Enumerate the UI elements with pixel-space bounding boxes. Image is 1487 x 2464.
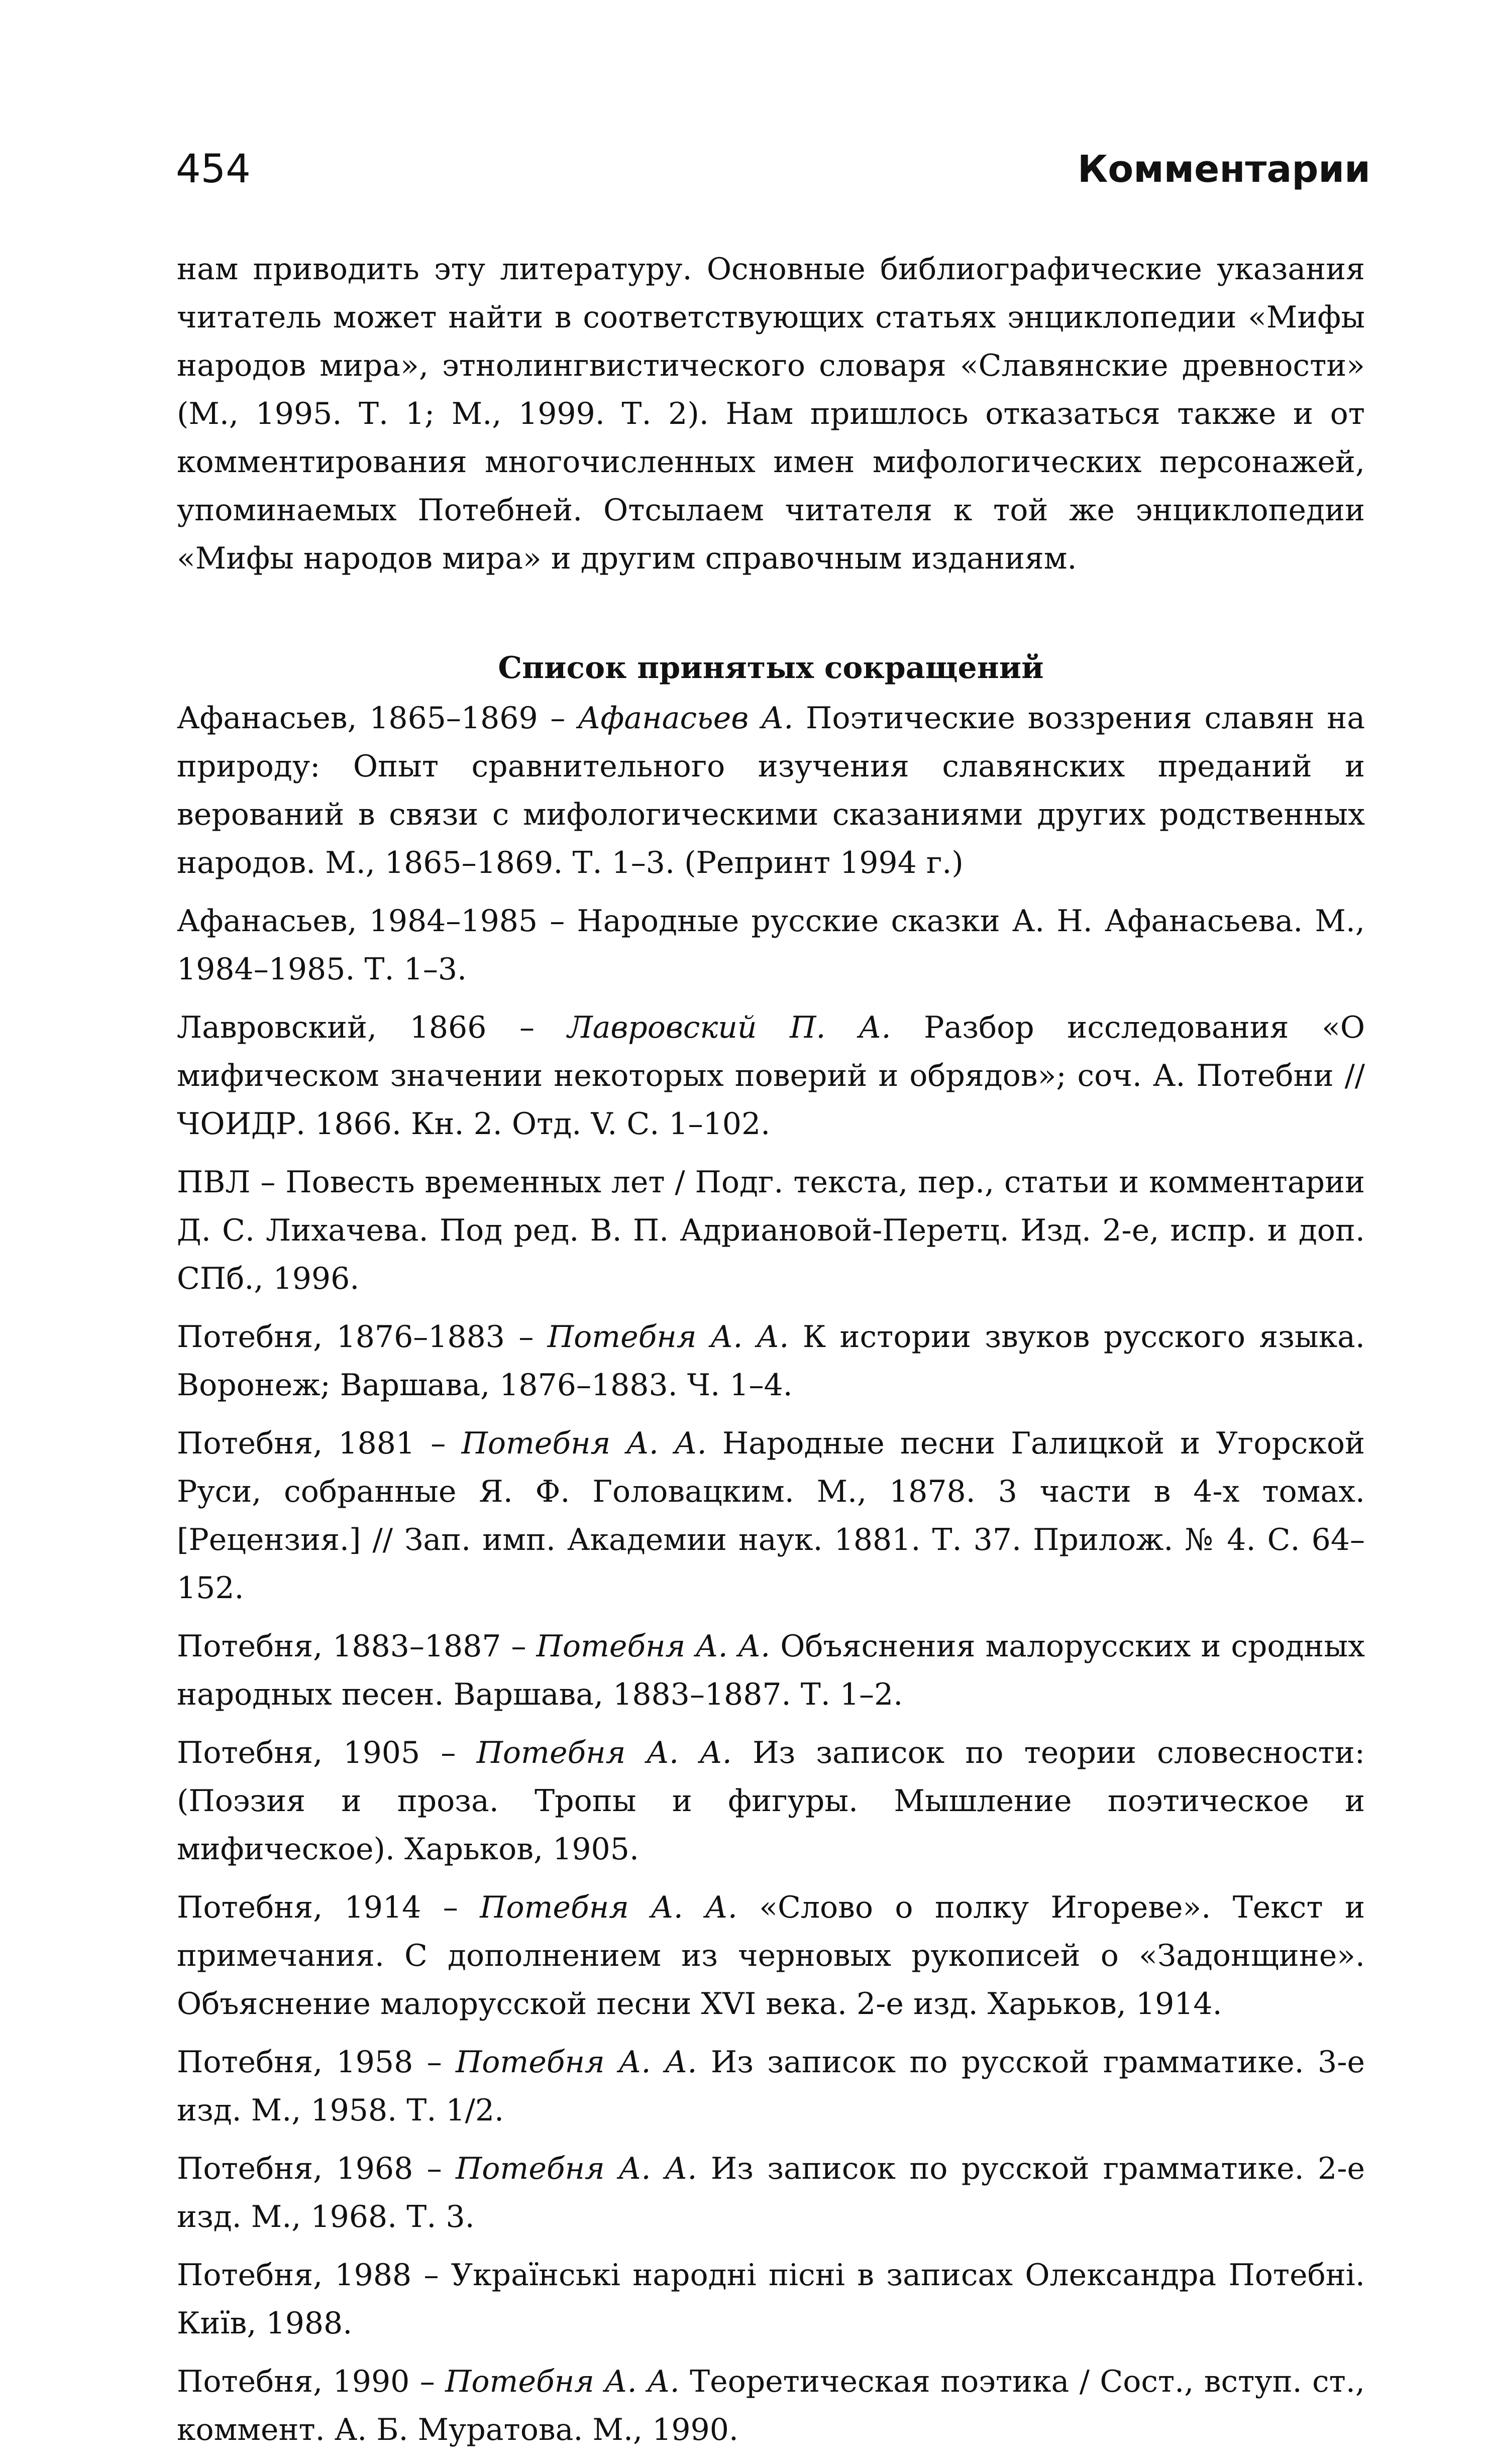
bibliography-entry <box>177 1883 1365 2028</box>
entry-author: Потебня А. А. <box>476 1735 732 1770</box>
entry-author: Потебня А. А. <box>536 1629 771 1664</box>
entry-key: Потебня, 1990 – <box>177 2364 446 2399</box>
entry-author: Потебня А. А. <box>455 2045 697 2080</box>
bibliography-entry <box>177 897 1365 993</box>
entry-text: К истории звуков русского языка. Воронеж; Варшава, 1876–1883. Ч. 1–4. <box>177 1319 1365 1403</box>
bibliography-entry <box>177 1729 1365 1873</box>
entry-key: Потебня, 1914 – <box>177 1890 480 1925</box>
entry-text: Объяснения малорусских и сродных народных песен. Варшава, 1883–1887. Т. 1–2. <box>177 1629 1365 1712</box>
page-body <box>177 245 1365 2464</box>
bibliography-entry <box>177 1419 1365 1612</box>
entry-key: Афанасьев, 1865–1869 – <box>177 701 578 736</box>
entry-key: Потебня, 1905 – <box>177 1735 477 1770</box>
entry-author: Потебня А. А. <box>455 2151 697 2186</box>
bibliography-entry <box>177 2358 1365 2454</box>
entry-text: Українські народні пісні в записах Олександра Потебні. Київ, 1988. <box>177 2258 1365 2341</box>
entry-author: Афанасьев А. <box>577 701 794 736</box>
intro-paragraph: нам приводить эту литературу. Основные библиографические указания читатель может найти в соответствующих статьях энциклопедии «Мифы народов мира», этнолингвистического словаря «Славянские древности» (М., 1995. Т. 1; М., 1999. Т. 2). Нам пришлось отказаться также и от комментирования многочисленных имен мифологических персонажей, упоминаемых Потебней. Отсылаем читателя к той же энциклопедии «Мифы народов мира» и другим справочным изданиям. <box>177 252 1365 576</box>
entry-key: Потебня, 1876–1883 – <box>177 1319 548 1355</box>
entry-author: Потебня А. А. <box>461 1426 707 1461</box>
entry-author: Потебня А. А. <box>445 2364 680 2399</box>
entry-text: Народные песни Галицкой и Угорской Руси, собранные Я. Ф. Головацким. М., 1878. 3 части в 4-х томах. [Рецензия.] // Зап. имп. Академии наук. 1881. Т. 37. Прилож. № 4. С. 64–152. <box>177 1426 1365 1606</box>
bibliography-entry <box>177 2038 1365 2135</box>
bibliography-entry <box>177 1003 1365 1148</box>
running-head: Комментарии <box>1077 148 1370 191</box>
entry-text: Разбор исследования «О мифическом значении некоторых поверий и обрядов»; соч. А. Потебни // ЧОИДР. 1866. Кн. 2. Отд. V. С. 1–102. <box>177 1010 1365 1142</box>
entry-text: «Слово о полку Игореве». Текст и примечания. С дополнением из черновых рукописей о «Задонщине». Объяснение малорусской песни XVI века. 2-е изд. Харьков, 1914. <box>177 1890 1365 2022</box>
page-header <box>176 142 1370 197</box>
entry-text: Народные русские сказки А. Н. Афанасьева. М., 1984–1985. Т. 1–3. <box>177 904 1365 987</box>
entry-text: Поэтические воззрения славян на природу: Опыт сравнительного изучения славянских преданий и верований в связи с мифологическими сказаниями других родственных народов. М., 1865–1869. Т. 1–3. (Репринт 1994 г.) <box>177 701 1365 880</box>
entry-author: Потебня А. А. <box>480 1890 737 1925</box>
entry-text: Из записок по русской грамматике. 3-е изд. М., 1958. Т. 1/2. <box>177 2045 1365 2128</box>
abbreviation-list <box>177 694 1365 2454</box>
bibliography-entry <box>177 1313 1365 1409</box>
page-number: 454 <box>176 147 251 192</box>
entry-key: ПВЛ – <box>177 1165 286 1200</box>
entry-key: Потебня, 1883–1887 – <box>177 1629 537 1664</box>
section-title: Список принятых сокращений <box>498 650 1044 686</box>
entry-author: Лавровский П. А. <box>567 1010 891 1045</box>
entry-key: Потебня, 1881 – <box>177 1426 462 1461</box>
entry-key: Потебня, 1958 – <box>177 2045 456 2080</box>
bibliography-entry <box>177 694 1365 887</box>
entry-key: Потебня, 1968 – <box>177 2151 456 2186</box>
entry-key: Афанасьев, 1984–1985 – <box>177 904 577 939</box>
entry-key: Потебня, 1988 – <box>177 2258 451 2293</box>
bibliography-entry <box>177 1158 1365 1303</box>
entry-author: Потебня А. А. <box>547 1319 789 1355</box>
bibliography-entry <box>177 1622 1365 1719</box>
entry-text: Теоретическая поэтика / Сост., вступ. ст., коммент. А. Б. Муратова. М., 1990. <box>177 2364 1365 2447</box>
entry-text: Из записок по русской грамматике. 2-е изд. М., 1968. Т. 3. <box>177 2151 1365 2234</box>
bibliography-entry <box>177 2145 1365 2241</box>
entry-text: Повесть временных лет / Подг. текста, пер., статьи и комментарии Д. С. Лихачева. Под ред. В. П. Адриановой-Перетц. Изд. 2-е, испр. и доп. СПб., 1996. <box>177 1165 1365 1296</box>
entry-key: Лавровский, 1866 – <box>177 1010 568 1045</box>
bibliography-entry <box>177 2251 1365 2347</box>
entry-text: Из записок по теории словесности: (Поэзия и проза. Тропы и фигуры. Мышление поэтическое и мифическое). Харьков, 1905. <box>177 1735 1365 1867</box>
